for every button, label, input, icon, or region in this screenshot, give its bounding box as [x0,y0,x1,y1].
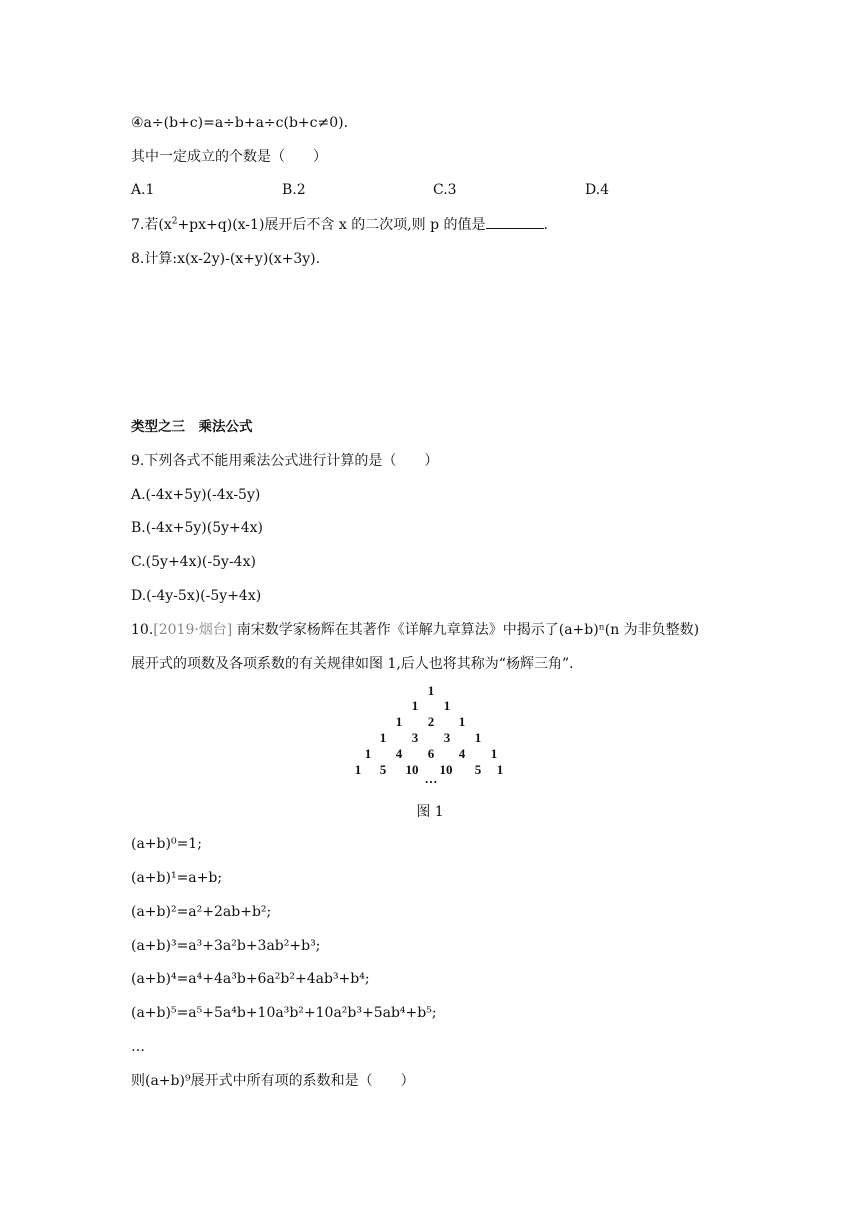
q9-option-c: C.(5y+4x)(-5y-4x) [131,554,256,570]
expansion-0: (a+b)⁰=1; [131,836,202,852]
q10-number: 10. [131,622,154,638]
q9-stem: 9.下列各式不能用乘法公式进行计算的是（ ） [131,453,439,469]
triangle-number: 5 [474,762,482,777]
triangle-number: 4 [395,746,403,761]
q6-option-b: B.2 [282,182,306,198]
q9-option-b: B.(-4x+5y)(5y+4x) [131,520,264,536]
triangle-number: 10 [405,762,419,777]
triangle-number: 3 [443,730,451,745]
triangle-number: 1 [427,683,435,698]
q7-text: 7.若$(x^2+px+q)(x-1)$展开后不含 x 的二次项,则 p 的值是 . [131,216,548,233]
expansion-2: (a+b)²=a²+2ab+b²; [131,904,272,920]
q6-item4: ④a÷(b+c)=a÷b+a÷c(b+c≠0). [131,115,349,131]
expansion-4: (a+b)⁴=a⁴+4a³b+6a²b²+4ab³+b⁴; [131,971,370,987]
section-title: 类型之三 乘法公式 [131,419,253,435]
final-question: 则(a+b)⁹展开式中所有项的系数和是（ ） [131,1073,415,1089]
q6-option-a: A.1 [131,182,155,198]
triangle-number: 1 [443,698,451,713]
triangle-number: 1 [490,746,498,761]
q9-option-d: D.(-4y-5x)(-5y+4x) [131,588,262,604]
expansion-ellipsis: … [131,1039,145,1055]
q6-option-c: C.3 [433,182,457,198]
triangle-number: 3 [411,730,419,745]
triangle-number: 1 [458,714,466,729]
triangle-number: 2 [427,714,435,729]
triangle-number: 10 [439,762,453,777]
figure-caption: 图 1 [416,804,444,820]
triangle-number: 1 [364,746,372,761]
q10-line1: 10.[2019·烟台] 南宋数学家杨辉在其著作《详解九章算法》中揭示了(a+b)ⁿ(n 为非负整数) [131,622,700,638]
q6-stem: 其中一定成立的个数是（ ） [131,149,327,165]
expansion-3: (a+b)³=a³+3a²b+3ab²+b³; [131,938,321,954]
triangle-number: 6 [427,746,435,761]
triangle-number: 1 [379,730,387,745]
triangle-number: 1 [411,698,419,713]
q9-option-a: A.(-4x+5y)(-4x-5y) [131,487,261,503]
source-tag: [2019·烟台] [153,622,233,638]
expansion-5: (a+b)⁵=a⁵+5a⁴b+10a³b²+10a²b³+5ab⁴+b⁵; [131,1005,437,1021]
triangle-number: 1 [496,762,504,777]
triangle-number: 1 [354,762,362,777]
expansion-1: (a+b)¹=a+b; [131,870,223,886]
q6-option-d: D.4 [585,182,610,198]
triangle-number: 4 [458,746,466,761]
triangle-number: 1 [395,714,403,729]
triangle-number: 1 [474,730,482,745]
q10-line2: 展开式的项数及各项系数的有关规律如图 1,后人也将其称为“杨辉三角”. [131,656,574,672]
triangle-number: 5 [379,762,387,777]
answer-blank [486,216,544,229]
q8-text: 8.计算:x(x-2y)-(x+y)(x+3y). [131,251,321,267]
